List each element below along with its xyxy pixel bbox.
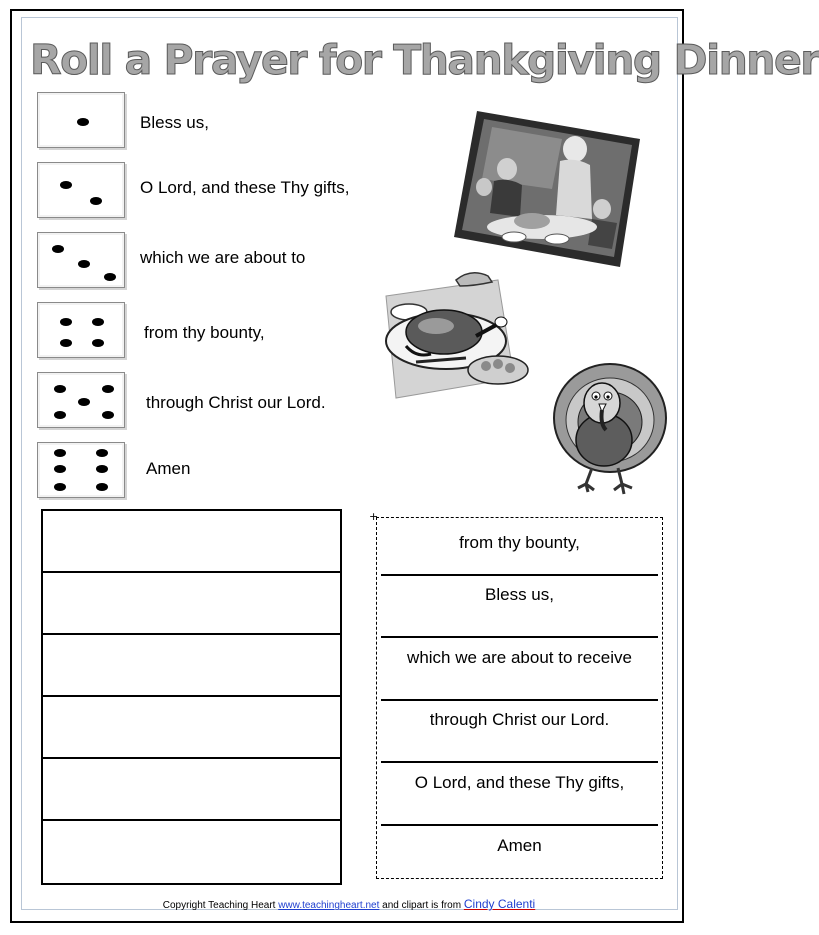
die-pip <box>102 385 114 393</box>
die-pip <box>54 465 66 473</box>
turkey-platter-illustration <box>376 266 536 401</box>
roll-line-text: Bless us, <box>140 113 209 132</box>
copyright-footer <box>0 897 698 911</box>
page-title: Roll a Prayer for Thankgiving Dinner <box>30 36 819 84</box>
cutout-strip-text[interactable]: through Christ our Lord. <box>429 710 610 729</box>
roll-line-text: Amen <box>146 459 191 478</box>
die-pip <box>102 411 114 419</box>
die-pip <box>60 318 72 326</box>
die-two <box>37 162 125 218</box>
cartoon-turkey-illustration <box>544 358 668 504</box>
teachingheart-link[interactable]: www.teachingheart.net <box>278 900 380 911</box>
answer-grid <box>41 509 342 885</box>
roll-line-text: through Christ our Lord. <box>146 393 326 412</box>
scissors-icon: + <box>369 510 379 523</box>
die-pip <box>54 385 66 393</box>
die-pip <box>52 245 64 253</box>
die-pip <box>96 483 108 491</box>
answer-box[interactable] <box>43 821 340 883</box>
roll-line-text: O Lord, and these Thy gifts, <box>140 178 350 197</box>
die-pip <box>54 411 66 419</box>
cutout-strips <box>376 517 663 879</box>
cut-line <box>381 761 658 763</box>
die-pip <box>54 483 66 491</box>
answer-box[interactable] <box>43 697 340 759</box>
cut-line <box>381 824 658 826</box>
die-pip <box>77 118 89 126</box>
die-pip <box>78 260 90 268</box>
die-one <box>37 92 125 148</box>
answer-box[interactable] <box>43 511 340 573</box>
die-four <box>37 302 125 358</box>
die-pip <box>54 449 66 457</box>
die-pip <box>92 318 104 326</box>
answer-box[interactable] <box>43 759 340 821</box>
die-pip <box>60 181 72 189</box>
family-dinner-illustration <box>452 109 642 269</box>
die-six <box>37 442 125 498</box>
die-pip <box>92 339 104 347</box>
roll-line-text: which we are about to <box>140 248 306 267</box>
cutout-strip-text[interactable]: O Lord, and these Thy gifts, <box>414 773 625 792</box>
die-three <box>37 232 125 288</box>
cutout-strip-text[interactable]: from thy bounty, <box>459 533 580 552</box>
die-pip <box>96 465 108 473</box>
answer-box[interactable] <box>43 573 340 635</box>
die-five <box>37 372 125 428</box>
answer-box[interactable] <box>43 635 340 697</box>
cut-line <box>381 699 658 701</box>
cutout-strip-text[interactable]: Amen <box>497 836 542 855</box>
roll-line-text: from thy bounty, <box>144 323 265 342</box>
die-pip <box>78 398 90 406</box>
cut-line <box>381 574 658 576</box>
footer-middle: and clipart is from <box>379 900 464 911</box>
die-pip <box>104 273 116 281</box>
die-pip <box>96 449 108 457</box>
artist-link[interactable]: Cindy Calenti <box>463 897 536 911</box>
footer-prefix: Copyright Teaching Heart <box>162 900 279 911</box>
cutout-strip-text[interactable]: Bless us, <box>485 585 554 604</box>
cutout-strip-text[interactable]: which we are about to receive <box>407 648 632 667</box>
die-pip <box>90 197 102 205</box>
cut-line <box>381 636 658 638</box>
die-pip <box>60 339 72 347</box>
